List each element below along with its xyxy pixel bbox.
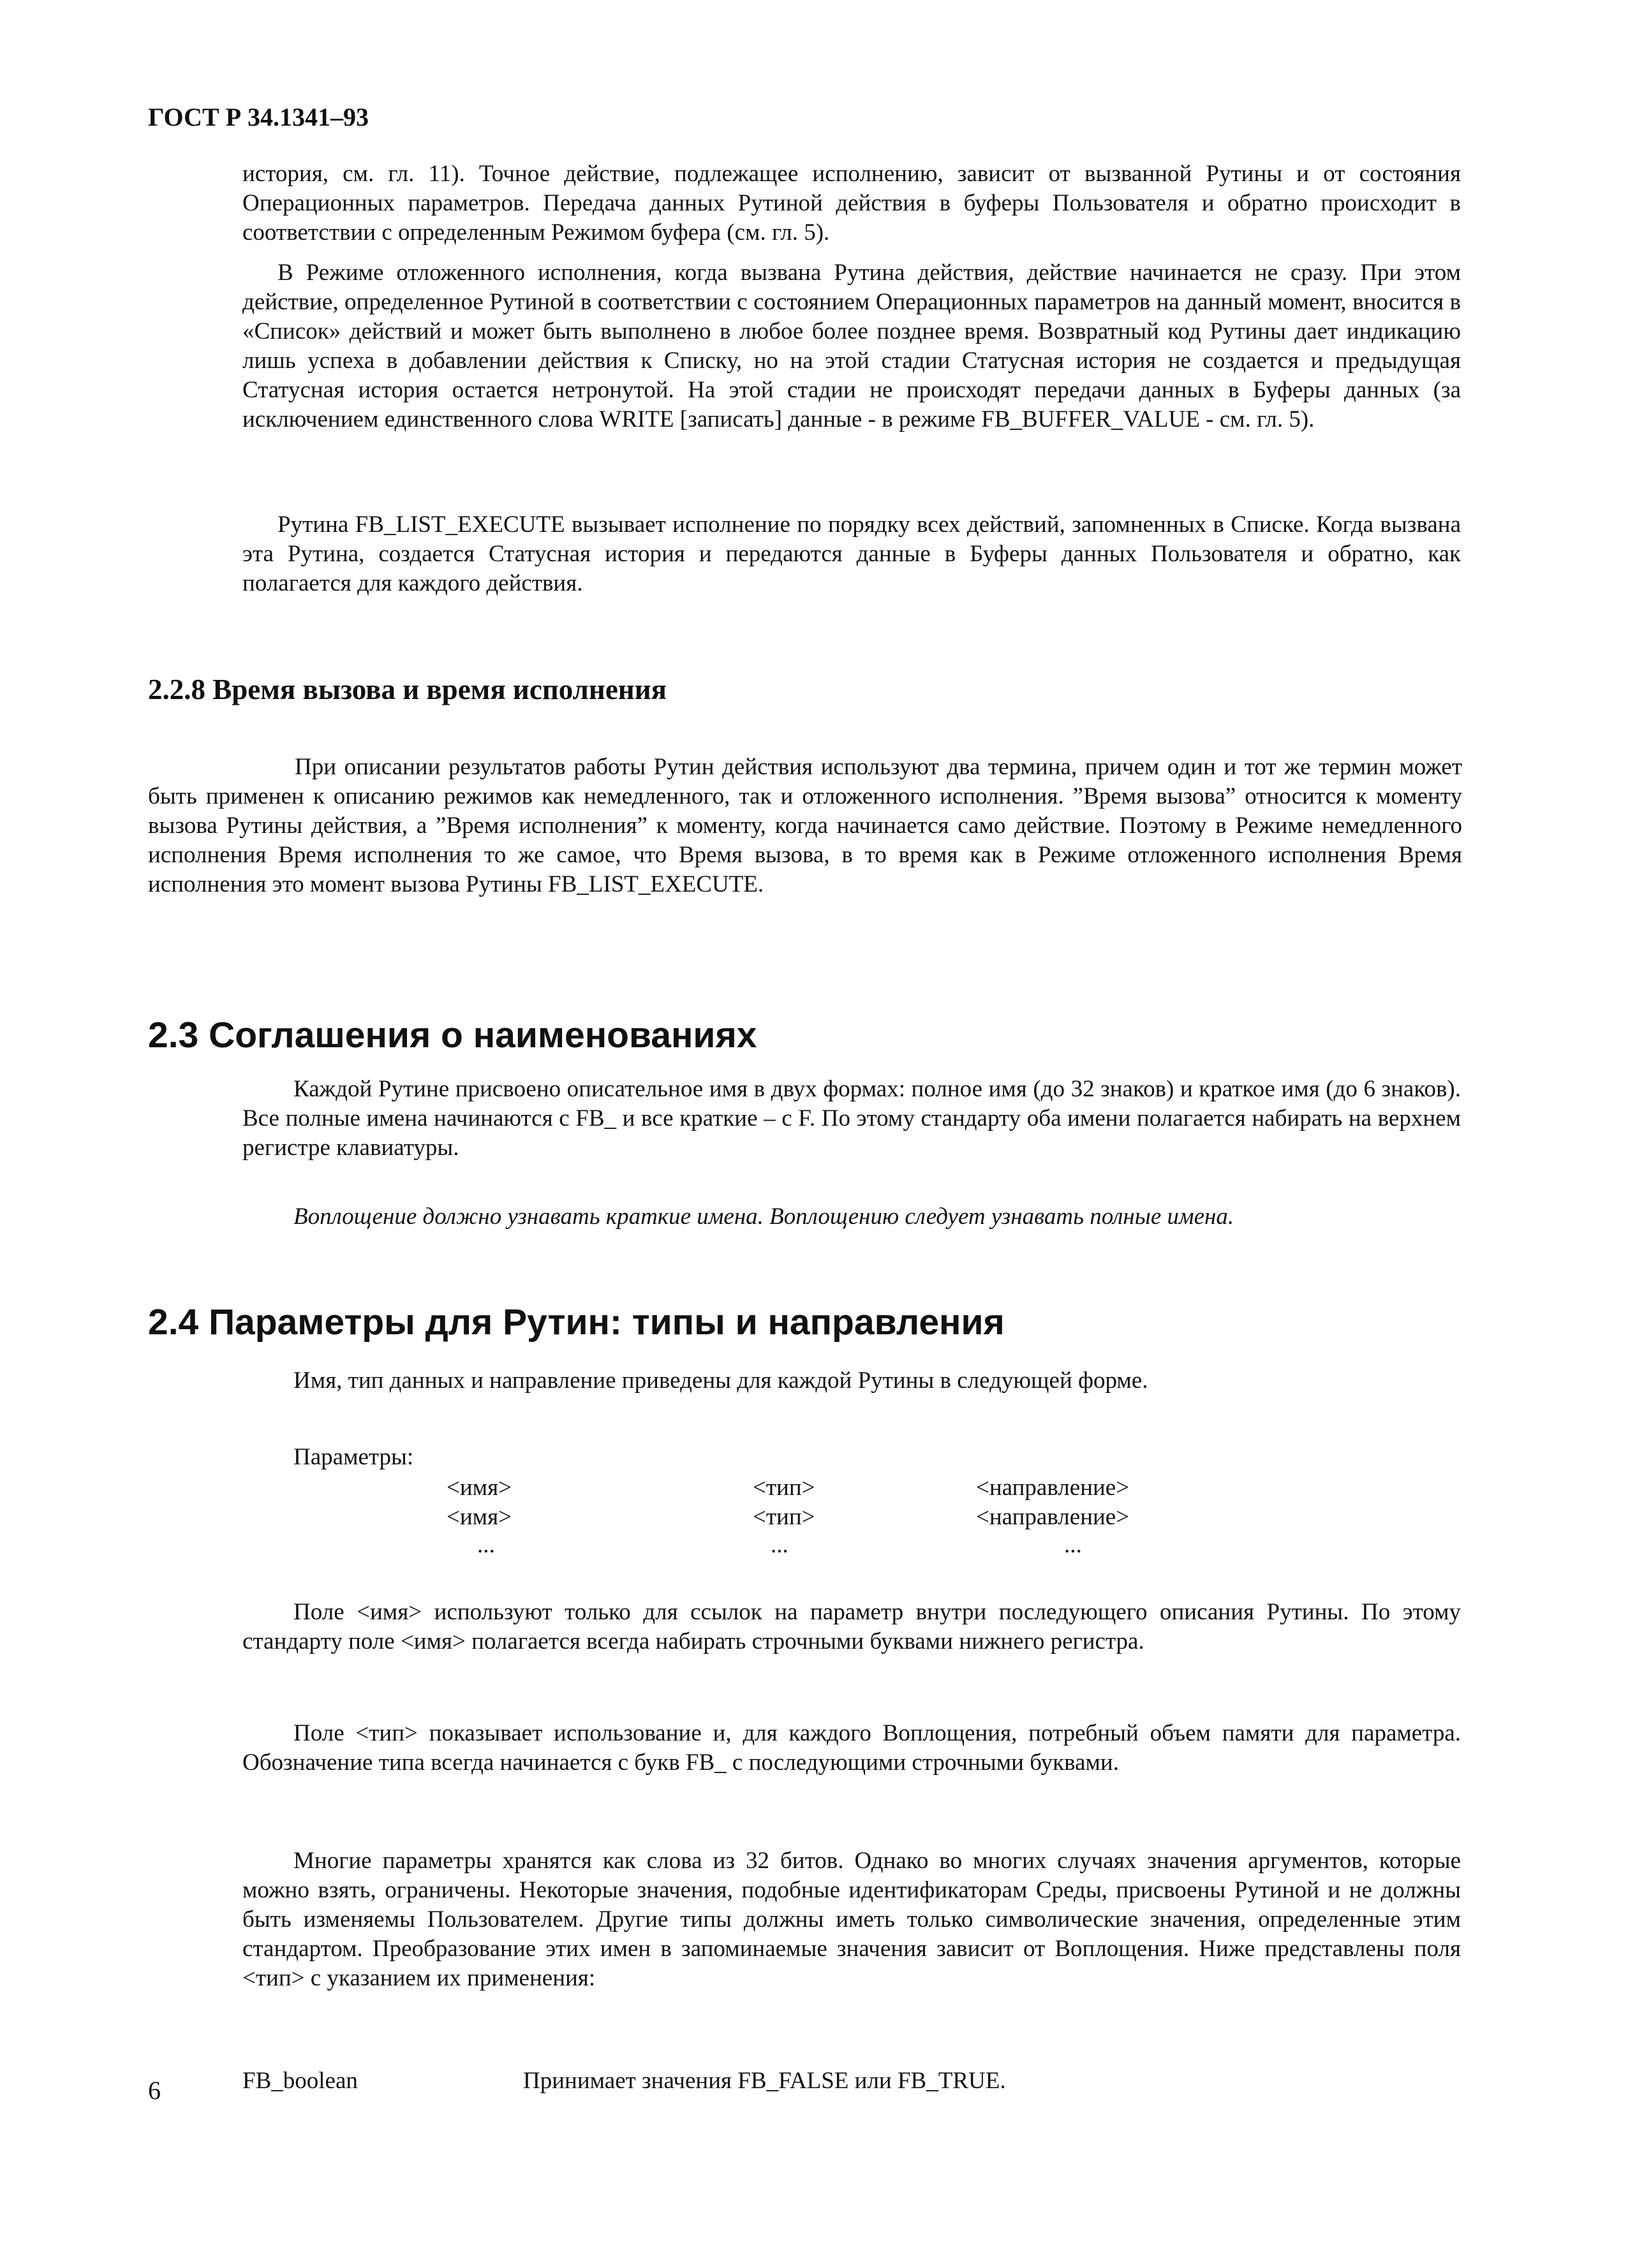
parameters-label: Параметры: [293,1444,414,1470]
section-2-4-paragraph-name-field: Поле <имя> используют только для ссылок на параметр внутри последующего описания Рутины. По этому стандарту поле <имя> полагается всегда набирать строчными буквами нижнего регистра. [242,1599,1461,1654]
standard-header: ГОСТ Р 34.1341–93 [148,103,369,131]
intro-paragraph-2: В Режиме отложенного исполнения, когда вызвана Рутина действия, действие начинается не сразу. При этом действие, определенное Рутиной в соответствии с состоянием Операционных параметров на данный момент, вносится в «Список» действий и может быть выполнено в любое более позднее время. Возвратный код Рутины дает индикацию лишь успеха в добавлении действия к Списку, но на этой стадии Статусная история не создается и предыдущая Статусная история остается нетронутой. На этой стадии не происходят передачи данных в Буферы данных (за исключением единственного слова WRITE [записать] данные - в режиме FB_BUFFER_VALUE - см. гл. 5). [242,260,1461,432]
type-description: Принимает значения FB_FALSE или FB_TRUE. [523,2068,1006,2094]
page-number: 6 [148,2076,161,2105]
section-2-4-paragraph-type-field: Поле <тип> показывает использование и, для каждого Воплощения, потребный объем памяти для параметра. Обозначение типа всегда начинается с букв FB_ с последующими строчными буквами. [242,1720,1461,1776]
param-direction-placeholder: <направление> [976,1504,1130,1530]
ellipsis: ... [771,1532,788,1558]
section-2-2-8-heading: 2.2.8 Время вызова и время исполнения [148,674,667,705]
section-2-3-heading: 2.3 Соглашения о наименованиях [148,1015,757,1056]
section-2-2-8-paragraph: При описании результатов работы Рутин действия используют два термина, причем один и тот же термин может быть применен к описанию режимов как немедленного, так и отложенного исполнения. ”Время вызова” относится к моменту вызова Рутины действия, а ”Время исполнения” к моменту, когда начинается само действие. Поэтому в Режиме немедленного исполнения Время исполнения то же самое, что Время вызова, в то время как в Режиме отложенного исполнения Время исполнения это момент вызова Рутины FB_LIST_EXECUTE. [148,754,1462,897]
ellipsis: ... [477,1532,495,1558]
param-direction-placeholder: <направление> [976,1475,1130,1501]
param-type-placeholder: <тип> [753,1504,815,1530]
param-name-placeholder: <имя> [447,1475,512,1501]
section-2-3-requirement: Воплощение должно узнавать краткие имена. Воплощению следует узнавать полные имена. [293,1204,1234,1230]
intro-paragraph-3: Рутина FB_LIST_EXECUTE вызывает исполнение по порядку всех действий, запомненных в Списке. Когда вызвана эта Рутина, создается Статусная история и передаются данные в Буферы данных Пользователя и обратно, как полагается для каждого действия. [242,512,1461,596]
section-2-4-paragraph-storage: Многие параметры хранятся как слова из 32 битов. Однако во многих случаях значения аргументов, которые можно взять, ограничены. Некоторые значения, подобные идентификаторам Среды, присвоены Рутиной и не должны быть изменяемы Пользователем. Другие типы должны иметь только символические значения, определенные этим стандартом. Преобразование этих имен в запоминаемые значения зависит от Воплощения. Ниже представлены поля <тип> с указанием их применения: [242,1848,1461,1991]
param-type-placeholder: <тип> [753,1475,815,1501]
intro-paragraph-1: история, см. гл. 11). Точное действие, подлежащее исполнению, зависит от вызванной Рутины и от состояния Операционных параметров. Передача данных Рутиной действия в буферы Пользователя и обратно происходит в соответствии с определенным Режимом буфера (см. гл. 5). [242,161,1461,246]
section-2-4-heading: 2.4 Параметры для Рутин: типы и направления [148,1302,1005,1343]
section-2-4-intro: Имя, тип данных и направление приведены для каждой Рутины в следующей форме. [293,1367,1148,1394]
section-2-3-paragraph: Каждой Рутине присвоено описательное имя в двух формах: полное имя (до 32 знаков) и краткое имя (до 6 знаков). Все полные имена начинаются с FB_ и все краткие – с F. По этому стандарту оба имени полагается набирать на верхнем регистре клавиатуры. [242,1076,1461,1161]
param-name-placeholder: <имя> [447,1504,512,1530]
ellipsis: ... [1064,1532,1082,1558]
type-name: FB_boolean [242,2068,358,2094]
